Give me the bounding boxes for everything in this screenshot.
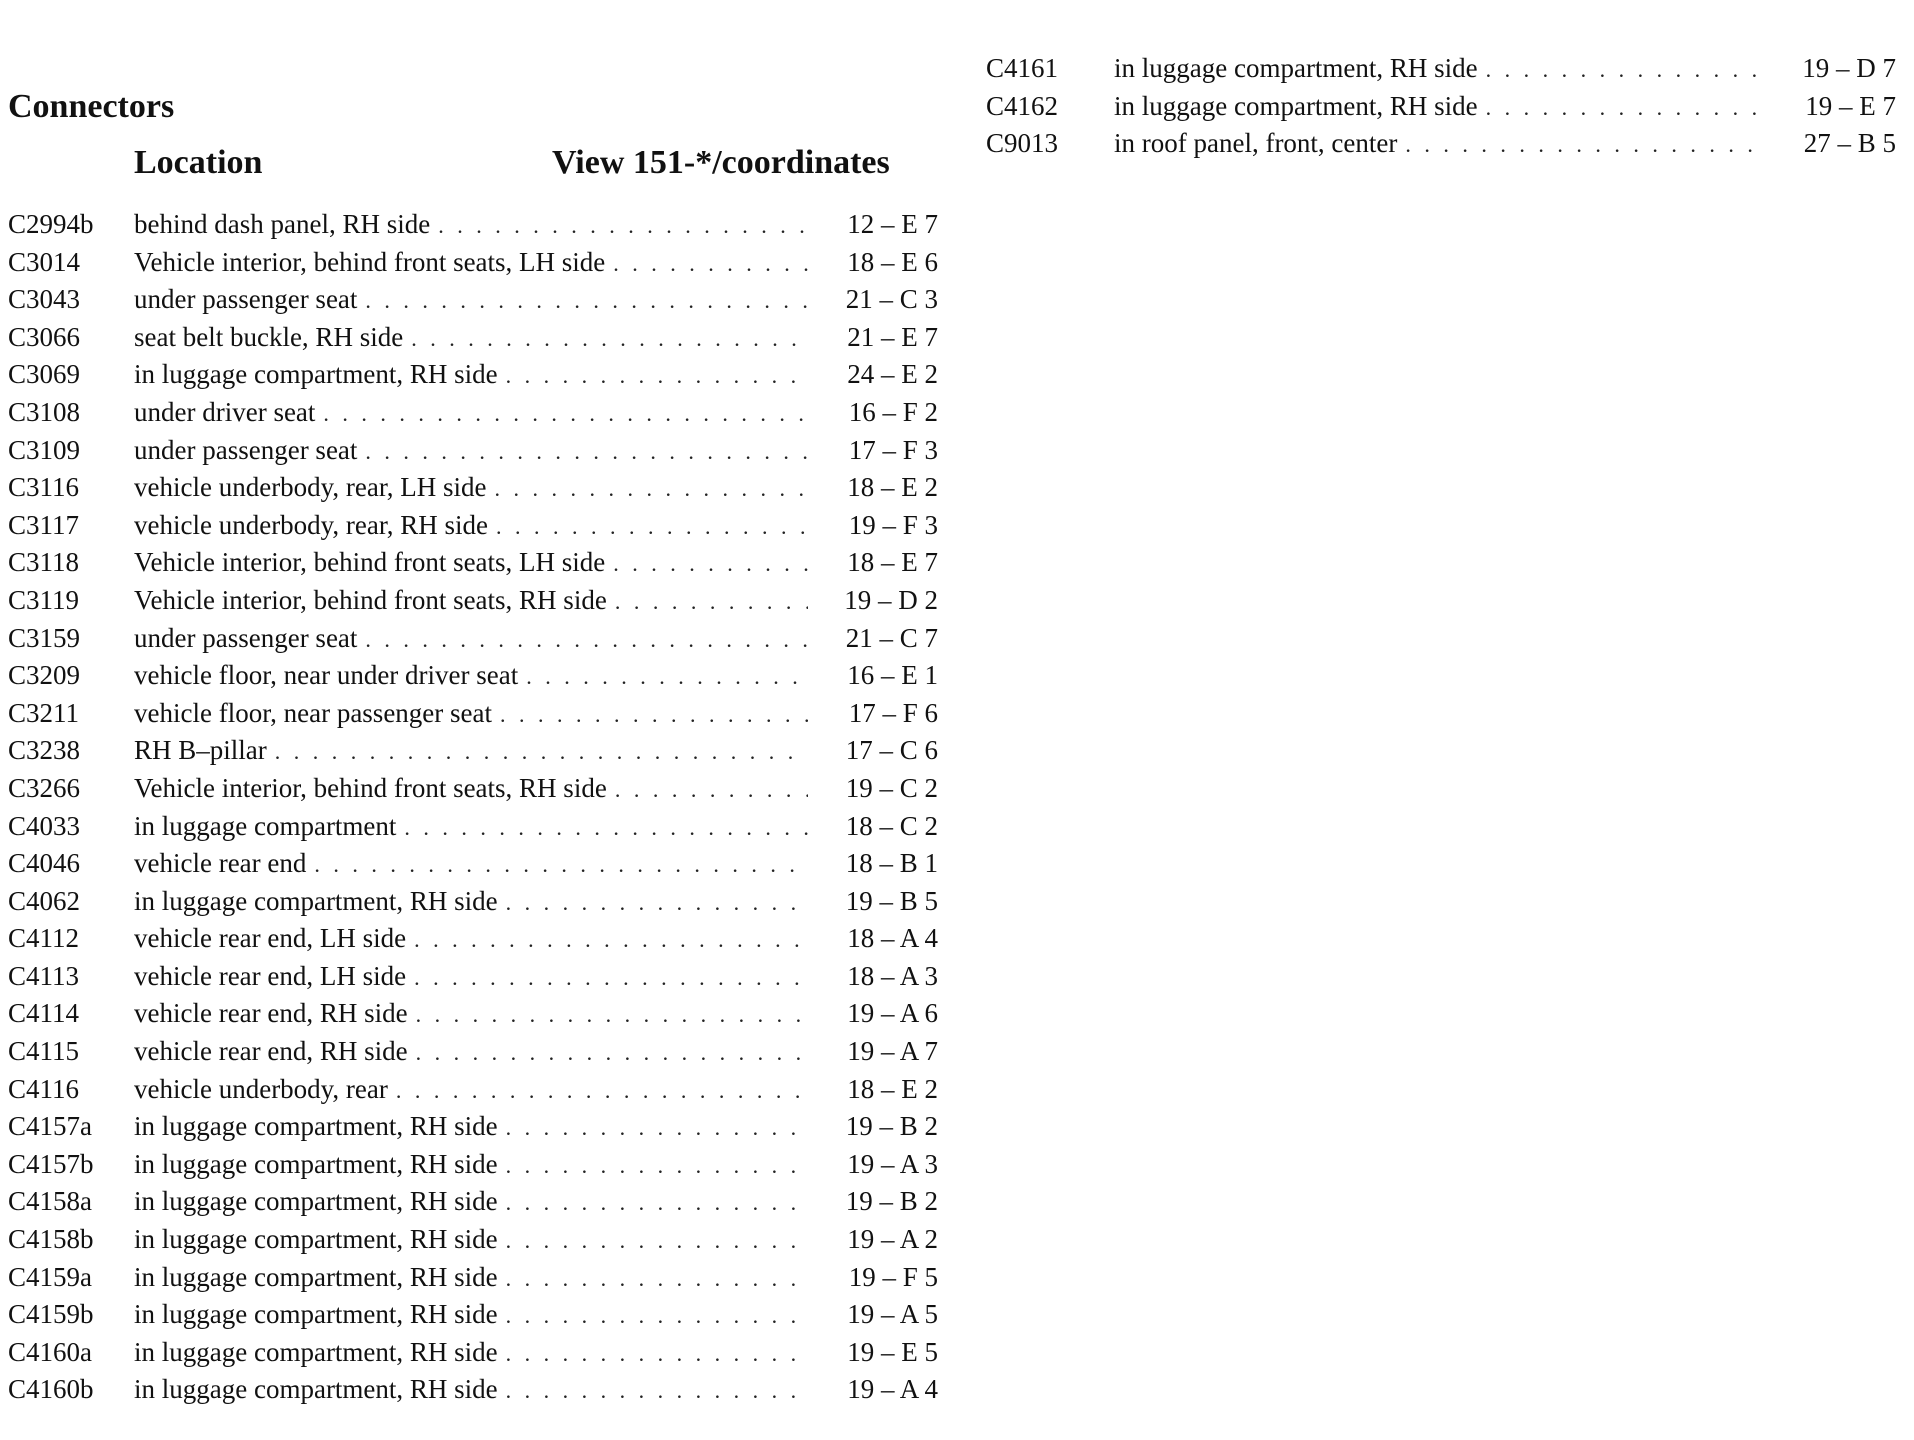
connector-code: C3066	[8, 321, 81, 352]
connector-row	[8, 1183, 938, 1221]
connector-location: vehicle underbody, rear, RH side	[134, 509, 489, 540]
dot-leader	[615, 771, 808, 809]
connector-code: C3117	[8, 509, 80, 540]
connector-row	[8, 507, 938, 545]
connector-code: C4159b	[8, 1299, 94, 1330]
connector-coordinates: 19 – F 5	[848, 1261, 938, 1292]
dot-leader	[416, 1034, 808, 1072]
connector-code: C4112	[8, 923, 80, 954]
connector-code: C4062	[8, 885, 81, 916]
dot-leader	[615, 583, 808, 621]
connector-location: Vehicle interior, behind front seats, RH side	[134, 584, 607, 615]
connector-coordinates: 19 – F 3	[848, 509, 938, 540]
connector-location: under passenger seat	[134, 434, 358, 465]
dot-leader	[1486, 51, 1766, 89]
view-coordinates-column-header: View 151-*/coordinates	[552, 144, 890, 181]
connector-row	[8, 1259, 938, 1297]
connector-code: C3159	[8, 622, 81, 653]
connector-row	[8, 1334, 938, 1372]
connector-location: in luggage compartment, RH side	[134, 1111, 498, 1142]
connector-coordinates: 19 – B 2	[845, 1111, 938, 1142]
section-title: Connectors	[8, 88, 175, 125]
connector-coordinates: 19 – B 2	[845, 1186, 938, 1217]
connector-location: in luggage compartment, RH side	[134, 1224, 498, 1255]
connector-row	[8, 1033, 938, 1071]
connector-location: in luggage compartment, RH side	[134, 1261, 498, 1292]
connector-coordinates: 24 – E 2	[847, 359, 938, 390]
connector-location: RH B–pillar	[134, 735, 267, 766]
dot-leader	[404, 809, 808, 847]
connector-coordinates: 17 – F 3	[848, 434, 938, 465]
connector-code: C2994b	[8, 209, 94, 239]
connector-list-right	[986, 50, 1896, 163]
connector-code: C3116	[8, 472, 80, 503]
connector-coordinates: 19 – C 2	[845, 772, 938, 803]
connector-coordinates: 21 – C 7	[845, 622, 938, 653]
connector-location: vehicle underbody, rear, LH side	[134, 472, 487, 503]
connector-coordinates: 19 – A 7	[847, 1036, 938, 1067]
connector-code: C3043	[8, 284, 81, 315]
connector-row	[8, 319, 938, 357]
connector-code: C4115	[8, 1036, 80, 1067]
connector-location: in luggage compartment, RH side	[1114, 90, 1478, 121]
connector-code: C4113	[8, 960, 80, 991]
connector-row	[8, 244, 938, 282]
dot-leader	[414, 959, 808, 997]
connector-location: in luggage compartment, RH side	[134, 1374, 498, 1405]
connector-coordinates: 19 – A 6	[847, 998, 938, 1029]
connector-code: C3014	[8, 246, 81, 277]
dot-leader	[506, 1372, 808, 1410]
connector-location: vehicle floor, near passenger seat	[134, 697, 493, 728]
connector-code: C4159a	[8, 1261, 92, 1292]
connector-location: vehicle rear end	[134, 848, 307, 879]
dot-leader	[275, 733, 808, 771]
connector-row	[8, 620, 938, 658]
connector-code: C4033	[8, 810, 81, 841]
connector-row	[8, 808, 938, 846]
connector-location: in luggage compartment, RH side	[134, 1336, 498, 1367]
dot-leader	[414, 921, 808, 959]
connector-location: vehicle rear end, LH side	[134, 923, 407, 954]
connector-row	[8, 1371, 938, 1409]
connector-location: vehicle rear end, LH side	[134, 960, 407, 991]
connector-code: C4160a	[8, 1336, 92, 1367]
dot-leader	[506, 1222, 808, 1260]
connector-location: vehicle floor, near under driver seat	[134, 660, 519, 691]
dot-leader	[506, 884, 808, 922]
connector-row	[8, 206, 938, 244]
dot-leader	[365, 621, 808, 659]
connector-row	[8, 920, 938, 958]
connector-location: in luggage compartment, RH side	[134, 1299, 498, 1330]
connector-coordinates: 18 – E 7	[847, 547, 938, 578]
connector-location: seat belt buckle, RH side	[134, 321, 404, 352]
connector-code: C3238	[8, 735, 81, 766]
location-column-header: Location	[134, 144, 263, 181]
connector-code: C4157b	[8, 1148, 94, 1179]
dot-leader	[1486, 89, 1766, 127]
dot-leader	[411, 320, 808, 358]
dot-leader	[506, 1184, 808, 1222]
connector-location: vehicle underbody, rear	[134, 1073, 388, 1104]
connector-location: in luggage compartment, RH side	[134, 885, 498, 916]
dot-leader	[396, 1072, 808, 1110]
connector-coordinates: 17 – F 6	[848, 697, 938, 728]
dot-leader	[438, 207, 808, 245]
connector-coordinates: 18 – A 3	[847, 960, 938, 991]
dot-leader	[365, 433, 808, 471]
connector-coordinates: 18 – E 2	[847, 1073, 938, 1104]
connector-location: vehicle rear end, RH side	[134, 1036, 408, 1067]
dot-leader	[506, 1109, 808, 1147]
connector-code: C3108	[8, 396, 81, 427]
dot-leader	[416, 996, 808, 1034]
dot-leader	[506, 1335, 808, 1373]
connector-location: Vehicle interior, behind front seats, RH side	[134, 772, 607, 803]
connector-code: C4114	[8, 998, 80, 1029]
connector-row	[8, 1071, 938, 1109]
connector-row	[8, 732, 938, 770]
connector-coordinates: 21 – C 3	[845, 284, 938, 315]
connector-code: C3069	[8, 359, 81, 390]
dot-leader	[495, 470, 808, 508]
connector-row	[8, 281, 938, 319]
connector-location: under passenger seat	[134, 284, 358, 315]
connector-coordinates: 18 – B 1	[845, 848, 938, 879]
connector-code: C4161	[986, 53, 1059, 83]
connector-coordinates: 19 – B 5	[845, 885, 938, 916]
connector-location: in luggage compartment	[134, 810, 397, 841]
connector-coordinates: 18 – A 4	[847, 923, 938, 954]
connector-location: under driver seat	[134, 396, 316, 427]
connector-row	[8, 1146, 938, 1184]
connector-row	[8, 544, 938, 582]
connector-row	[986, 125, 1896, 163]
connector-code: C4116	[8, 1073, 80, 1104]
connector-coordinates: 17 – C 6	[845, 735, 938, 766]
connector-code: C3109	[8, 434, 81, 465]
connector-row	[8, 845, 938, 883]
connector-coordinates: 18 – E 6	[847, 246, 938, 277]
connector-location: behind dash panel, RH side	[134, 209, 431, 239]
connector-row	[8, 1221, 938, 1259]
dot-leader	[323, 395, 808, 433]
dot-leader	[613, 545, 808, 583]
dot-leader	[506, 1147, 808, 1185]
connector-code: C3209	[8, 660, 81, 691]
dot-leader	[365, 282, 808, 320]
connector-row	[8, 995, 938, 1033]
connector-row	[8, 958, 938, 996]
dot-leader	[1405, 126, 1766, 164]
dot-leader	[506, 1297, 808, 1335]
connector-row	[8, 356, 938, 394]
connector-coordinates: 19 – A 3	[847, 1148, 938, 1179]
connector-list-left	[8, 206, 938, 1409]
connector-coordinates: 16 – E 1	[847, 660, 938, 691]
connector-location: under passenger seat	[134, 622, 358, 653]
connector-code: C4158a	[8, 1186, 92, 1217]
connector-row	[8, 432, 938, 470]
connector-coordinates: 19 – D 2	[844, 584, 938, 615]
dot-leader	[526, 658, 808, 696]
connector-coordinates: 12 – E 7	[847, 209, 938, 239]
connector-location: Vehicle interior, behind front seats, LH side	[134, 547, 606, 578]
connector-row	[986, 50, 1896, 88]
connector-coordinates: 19 – D 7	[1802, 53, 1896, 83]
connector-coordinates: 18 – E 2	[847, 472, 938, 503]
connector-row	[8, 883, 938, 921]
connector-row	[8, 582, 938, 620]
dot-leader	[496, 508, 808, 546]
dot-leader	[500, 696, 808, 734]
connector-code: C4160b	[8, 1374, 94, 1405]
connector-row	[8, 657, 938, 695]
dot-leader	[314, 846, 808, 884]
dot-leader	[506, 1260, 808, 1298]
dot-leader	[506, 357, 808, 395]
connector-location: in luggage compartment, RH side	[134, 1186, 498, 1217]
dot-leader	[613, 245, 808, 283]
connector-coordinates: 18 – C 2	[845, 810, 938, 841]
connector-code: C4157a	[8, 1111, 92, 1142]
connector-row	[8, 695, 938, 733]
connector-row	[8, 469, 938, 507]
connector-code: C4162	[986, 90, 1059, 121]
connector-coordinates: 19 – A 2	[847, 1224, 938, 1255]
connector-location: Vehicle interior, behind front seats, LH side	[134, 246, 606, 277]
connector-coordinates: 27 – B 5	[1803, 128, 1896, 159]
connector-location: in luggage compartment, RH side	[134, 359, 498, 390]
connector-location: in luggage compartment, RH side	[134, 1148, 498, 1179]
connector-code: C3119	[8, 584, 80, 615]
connector-code: C3211	[8, 697, 80, 728]
connector-code: C3266	[8, 772, 81, 803]
connector-location: in luggage compartment, RH side	[1114, 53, 1478, 83]
connector-row	[8, 1296, 938, 1334]
connector-row	[986, 88, 1896, 126]
connector-row	[8, 1108, 938, 1146]
connector-code: C4158b	[8, 1224, 94, 1255]
connector-coordinates: 19 – E 5	[847, 1336, 938, 1367]
connector-row	[8, 770, 938, 808]
connector-code: C9013	[986, 128, 1059, 159]
connector-row	[8, 394, 938, 432]
connector-coordinates: 16 – F 2	[848, 396, 938, 427]
connector-coordinates: 19 – A 4	[847, 1374, 938, 1405]
connector-code: C4046	[8, 848, 81, 879]
connector-location: vehicle rear end, RH side	[134, 998, 408, 1029]
connector-location: in roof panel, front, center	[1114, 128, 1398, 159]
connector-code: C3118	[8, 547, 80, 578]
connector-coordinates: 19 – A 5	[847, 1299, 938, 1330]
connector-coordinates: 21 – E 7	[847, 321, 938, 352]
connector-coordinates: 19 – E 7	[1805, 90, 1896, 121]
